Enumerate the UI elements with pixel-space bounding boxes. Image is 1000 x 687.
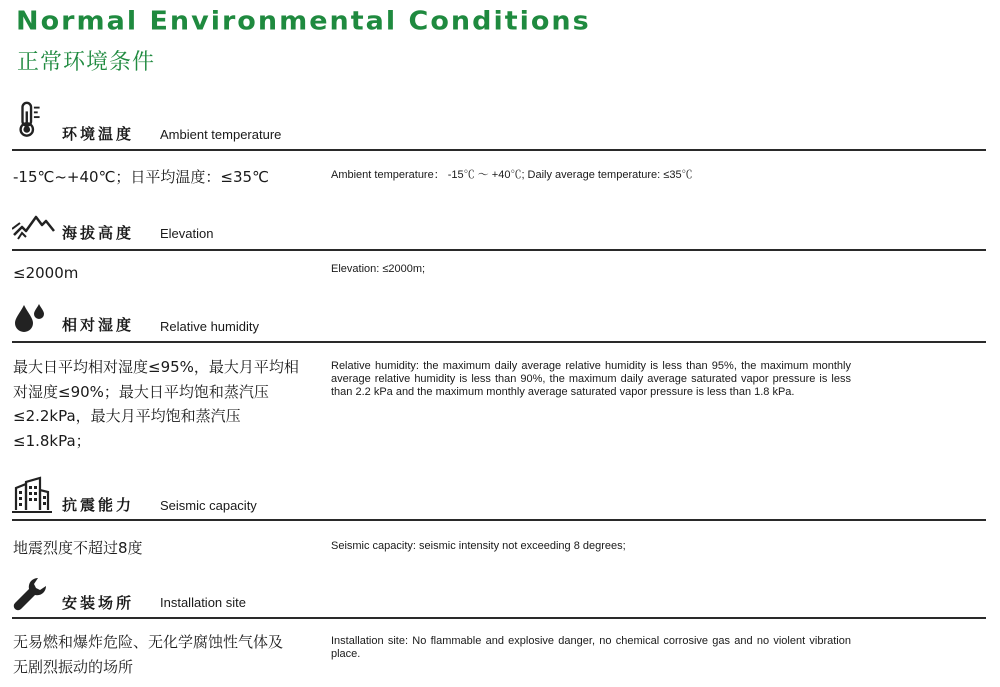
relative-humidity-heading-cn: 相对湿度 xyxy=(62,316,135,334)
section-divider xyxy=(12,617,986,619)
wrench-icon xyxy=(12,576,50,614)
installation-site-heading-cn: 安装场所 xyxy=(62,594,135,612)
page-title: Normal Environmental Conditions xyxy=(16,6,591,37)
buildings-icon xyxy=(12,476,52,514)
elevation-text-en: Elevation: ≤2000m; xyxy=(331,263,426,275)
section-divider xyxy=(12,341,986,343)
seismic-capacity-text-cn: 地震烈度不超过8度 xyxy=(13,539,143,557)
installation-site-text-en: Installation site: No flammable and explosive danger, no chemical corrosive gas and no violent vibration place. xyxy=(331,635,851,660)
page-subtitle: 正常环境条件 xyxy=(17,50,156,75)
relative-humidity-text-en: Relative humidity: the maximum daily average relative humidity is less than 95%, the maximum monthly average relative humidity is less than 90%, the maximum daily average saturated vapor pressure is less than 2.2 kPa and the maximum monthly average saturated vapor pressure is less than 1.8 kPa. xyxy=(331,360,851,398)
section-divider xyxy=(12,149,986,151)
section-divider xyxy=(12,249,986,251)
installation-site-text-cn: 无易燃和爆炸危险、无化学腐蚀性气体及无剧烈振动的场所 xyxy=(13,633,284,676)
seismic-capacity-text-en: Seismic capacity: seismic intensity not exceeding 8 degrees; xyxy=(331,540,626,552)
relative-humidity-text-cn: 最大日平均相对湿度≤95%，最大月平均相对湿度≤90%；最大日平均饱和蒸汽压≤2.2kPa，最大月平均饱和蒸汽压≤1.8kPa； xyxy=(13,358,299,450)
relative-humidity-heading-en: Relative humidity xyxy=(160,319,259,334)
ambient-temperature-text-cn: -15℃~+40℃；日平均温度：≤35℃ xyxy=(13,168,269,186)
water-drop-icon xyxy=(12,302,52,334)
thermometer-icon xyxy=(12,100,52,138)
seismic-capacity-heading-cn: 抗震能力 xyxy=(62,496,135,514)
elevation-heading-cn: 海拔高度 xyxy=(62,224,135,242)
ambient-temperature-heading-en: Ambient temperature xyxy=(160,127,282,142)
mountain-icon xyxy=(12,211,56,241)
installation-site-heading-en: Installation site xyxy=(160,595,246,610)
ambient-temperature-heading-cn: 环境温度 xyxy=(62,125,135,143)
elevation-heading-en: Elevation xyxy=(160,226,214,241)
ambient-temperature-text-en: Ambient temperature： -15℃ ～ +40℃; Daily average temperature: ≤35℃ xyxy=(331,169,693,181)
elevation-text-cn: ≤2000m xyxy=(13,264,79,282)
section-divider xyxy=(12,519,986,521)
seismic-capacity-heading-en: Seismic capacity xyxy=(160,498,257,513)
